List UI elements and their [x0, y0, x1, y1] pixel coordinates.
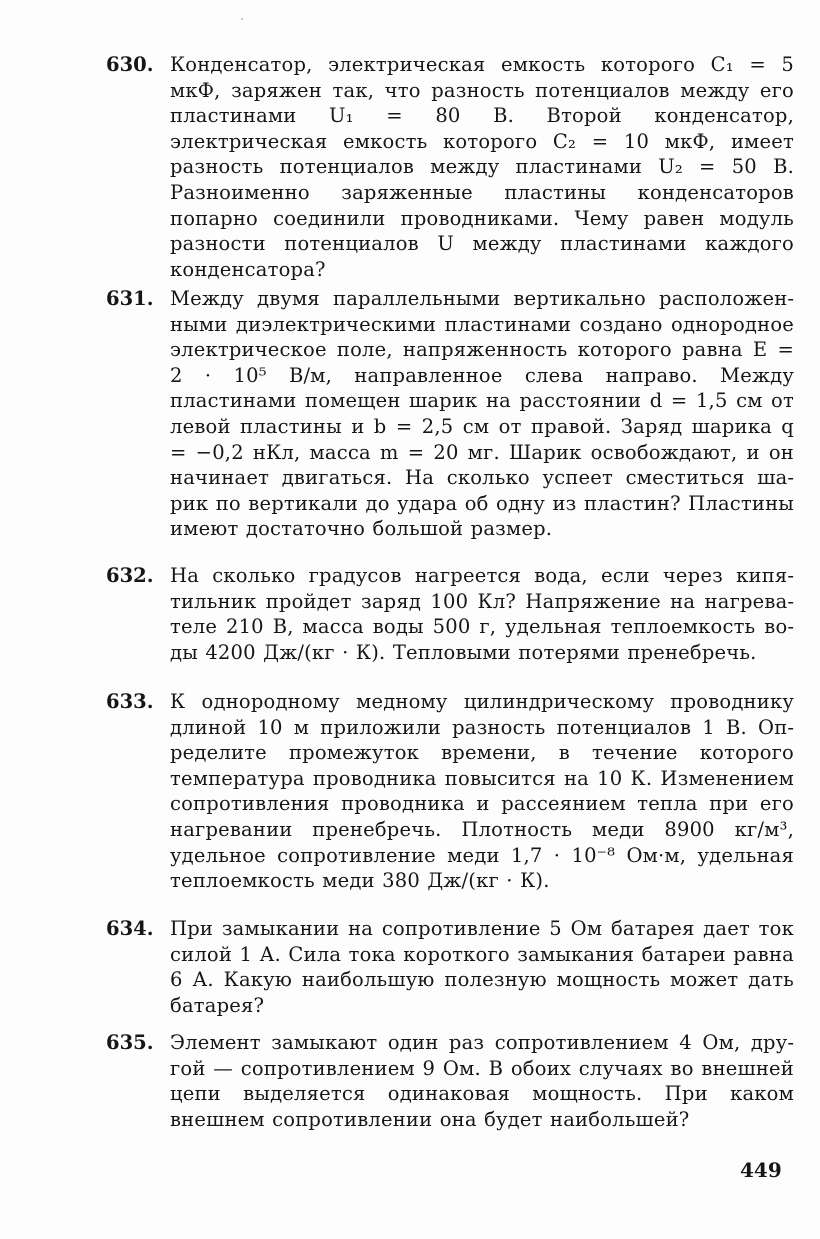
problem-text: К однородному медному цилиндрическому проводнику длиной 10 м приложили разность потенциалов 1 В. Определите промежуток времени, в течение которого температура проводника повысится на 10 К. Изменением сопротивления проводника и рассеянием тепла при его нагревании пренебречь. Плотность меди 8900 кг/м³, удельное сопротивление меди 1,7 · 10⁻⁸ Ом·м, удельная теплоемкость меди 380 Дж/(кг · К). — [170, 690, 794, 893]
problem-text: Между двумя параллельными вертикально расположенными диэлектрическими пластинами создано однородное электрическое поле, напряженность которого равна E = 2 · 10⁵ В/м, направленное слева направо. Между пластинами помещен шарик на расстоянии d = 1,5 см от левой пластины и b = 2,5 см от правой. Заряд шарика q = −0,2 нКл, масса m = 20 мг. Шарик освобождают, и он начинает двигаться. На сколько успеет сместиться шарик по вертикали до удара об одну из пластин? Пластины имеют достаточно большой размер. — [170, 287, 794, 541]
problem-text: На сколько градусов нагреется вода, если через кипятильник пройдет заряд 100 Кл? Напряжение на нагревателе 210 В, масса воды 500 г, удельная теплоемкость воды 4200 Дж/(кг · К). Тепловыми потерями пренебречь. — [170, 564, 794, 664]
problem-number: 630. — [106, 53, 154, 76]
problem-number: 633. — [106, 690, 154, 713]
problem-number: 634. — [106, 917, 154, 940]
problem-number: 631. — [106, 287, 154, 310]
problem-text: При замыкании на сопротивление 5 Ом батарея дает ток силой 1 А. Сила тока короткого замыкания батареи равна 6 А. Какую наибольшую полезную мощность может дать батарея? — [170, 917, 794, 1017]
problem-number: 632. — [106, 564, 154, 587]
problem-number: 635. — [106, 1031, 154, 1054]
problem-text: Конденсатор, электрическая емкость которого C₁ = 5 мкФ, заряжен так, что разность потенциалов между его пластинами U₁ = 80 В. Второй конденсатор, электрическая емкость которого C₂ = 10 мкФ, имеет разность потенциалов между пластинами U₂ = 50 В. Разноименно заряженные пластины конденсаторов попарно соединили проводниками. Чему равен модуль разности потенциалов U между пластинами каждого конденсатора? — [170, 53, 794, 281]
page-number: 449 — [740, 1158, 782, 1182]
problem-text: Элемент замыкают один раз сопротивлением 4 Ом, другой — сопротивлением 9 Ом. В обоих случаях во внешней цепи выделяется одинаковая мощность. При каком внешнем сопротивлении она будет наибольшей? — [170, 1031, 794, 1131]
scan-speck — [241, 18, 243, 20]
